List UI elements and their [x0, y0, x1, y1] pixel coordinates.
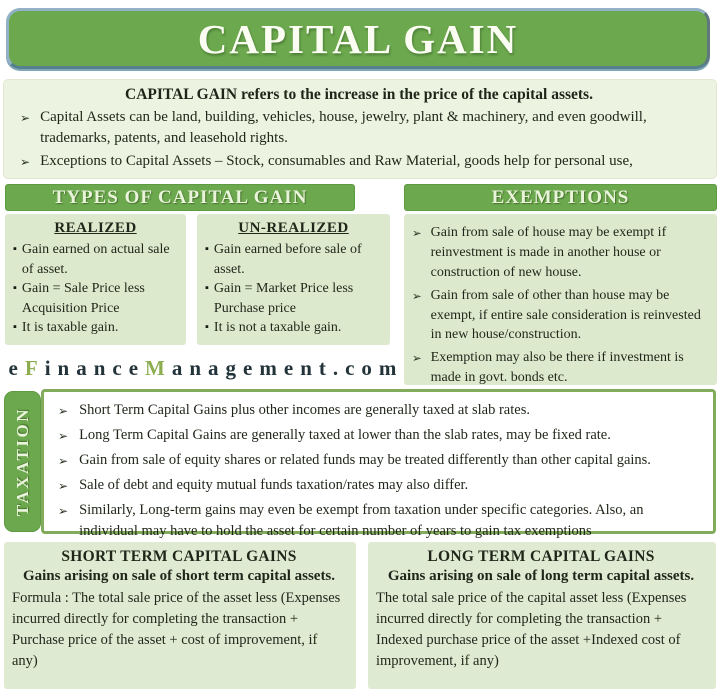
logo-text-part: inance [44, 355, 146, 380]
long-term-subtitle: Gains arising on sale of long term capital assets. [387, 568, 695, 584]
unrealized-bullet [205, 279, 382, 318]
taxation-bullet-text: Gain from sale of equity shares or related funds may be treated differently than other capital gains. [79, 452, 651, 469]
arrow-bullet-icon: ➢ [20, 111, 31, 125]
taxation-bullet [56, 425, 705, 446]
short-term-subtitle: Gains arising on sale of short term capital assets. [22, 568, 336, 584]
logo-text-part: anagement.com [171, 355, 404, 380]
realized-box [5, 214, 186, 345]
exemptions-bullet-text: Gain from sale of other than house may be exempt, if entire sale consideration is reinvested in new house/construction. [430, 287, 701, 343]
realized-bullet [13, 279, 178, 318]
short-term-box [4, 542, 356, 689]
logo-text-part: F [24, 355, 45, 380]
realized-bullet [13, 240, 178, 279]
long-term-title: LONG TERM CAPITAL GAINS [427, 548, 655, 565]
taxation-bullet-text: Similarly, Long-term gains may even be exempt from taxation under specific categories. Also, an individual may have to hold the asset for certain number of years to gain tax exemptions [79, 502, 644, 540]
short-term-title: SHORT TERM CAPITAL GAINS [61, 548, 297, 565]
taxation-bullet [56, 400, 705, 421]
realized-title: REALIZED [54, 220, 137, 236]
exemptions-bullet [408, 223, 711, 283]
short-term-body: Formula : The total sale price of the asset less (Expenses incurred directly for completing the transaction + Purchase price of the asset + cost of improvement, if any) [12, 590, 341, 670]
realized-bullet-text: Gain earned on actual sale of asset. [21, 242, 170, 277]
arrow-bullet-icon: ➢ [58, 429, 69, 444]
square-bullet-icon: ▪ [205, 282, 209, 295]
intro-bullet [14, 151, 704, 172]
intro-bullet [14, 107, 704, 149]
types-section-header [5, 184, 355, 211]
unrealized-box [197, 214, 390, 345]
intro-box [3, 79, 717, 179]
arrow-bullet-icon: ➢ [58, 454, 69, 469]
exemptions-bullet [408, 286, 711, 346]
exemptions-box [404, 214, 717, 385]
arrow-bullet-icon: ➢ [58, 504, 69, 519]
types-section-title: TYPES OF CAPITAL GAIN [52, 186, 308, 208]
arrow-bullet-icon: ➢ [412, 228, 422, 240]
taxation-bullet-text: Long Term Capital Gains are generally taxed at lower than the slab rates, may be fixed rate. [79, 427, 611, 444]
exemptions-bullet-text: Exemption may also be there if investment is made in govt. bonds etc. [430, 350, 684, 386]
square-bullet-icon: ▪ [205, 321, 209, 334]
square-bullet-icon: ▪ [13, 243, 17, 255]
arrow-bullet-icon: ➢ [58, 404, 69, 418]
title-banner [6, 8, 710, 69]
efinancemanagement-logo [8, 351, 404, 385]
exemptions-bullet-text: Gain from sale of house may be exempt if reinvestment is made in another house or construction of new house. [430, 225, 667, 280]
unrealized-bullet-text: Gain earned before sale of asset. [213, 242, 362, 277]
unrealized-bullet-text: Gain = Market Price less Purchase price [213, 281, 354, 316]
unrealized-bullet [205, 240, 382, 279]
realized-bullet [13, 318, 178, 338]
realized-bullet-text: Gain = Sale Price less Acquisition Price [21, 281, 145, 316]
taxation-label: TAXATION [12, 406, 32, 517]
realized-bullet-text: It is taxable gain. [21, 320, 119, 336]
long-term-body: The total sale price of the capital asset less (Expenses incurred directly for completing the transaction + Indexed purchase price of the asset +Indexed cost of improvement, if any) [376, 590, 687, 670]
square-bullet-icon: ▪ [13, 321, 17, 334]
taxation-bullet [56, 450, 705, 471]
taxation-box [41, 389, 716, 540]
arrow-bullet-icon: ➢ [58, 479, 69, 494]
taxation-label-tab [4, 391, 41, 532]
taxation-bullet-text: Short Term Capital Gains plus other incomes are generally taxed at slab rates. [79, 402, 530, 418]
arrow-bullet-icon: ➢ [412, 353, 422, 366]
intro-bullet-text: Exceptions to Capital Assets – Stock, consumables and Raw Material, goods help for personal use, [40, 153, 633, 169]
taxation-bullet [56, 500, 705, 542]
long-term-box [368, 542, 716, 689]
logo-text-part: M [145, 355, 172, 380]
taxation-bullet [56, 475, 705, 496]
exemptions-bullet [408, 348, 711, 388]
taxation-bullet-text: Sale of debt and equity mutual funds taxation/rates may also differ. [79, 477, 469, 494]
logo-text-part: e [8, 355, 25, 380]
intro-bullet-text: Capital Assets can be land, building, vehicles, house, jewelry, plant & machinery, and even goodwill, trademarks, patents, and leasehold rights. [40, 109, 647, 146]
page-title: CAPITAL GAIN [197, 15, 519, 62]
exemptions-section-title: EXEMPTIONS [491, 186, 630, 208]
unrealized-bullet [205, 318, 382, 338]
unrealized-title: UN-REALIZED [238, 220, 349, 236]
arrow-bullet-icon: ➢ [412, 290, 422, 303]
arrow-bullet-icon: ➢ [20, 155, 31, 169]
intro-headline: CAPITAL GAIN refers to the increase in the price of the capital assets. [125, 86, 593, 103]
square-bullet-icon: ▪ [205, 243, 209, 255]
square-bullet-icon: ▪ [13, 282, 17, 295]
unrealized-bullet-text: It is not a taxable gain. [213, 320, 342, 336]
exemptions-section-header [404, 184, 717, 211]
